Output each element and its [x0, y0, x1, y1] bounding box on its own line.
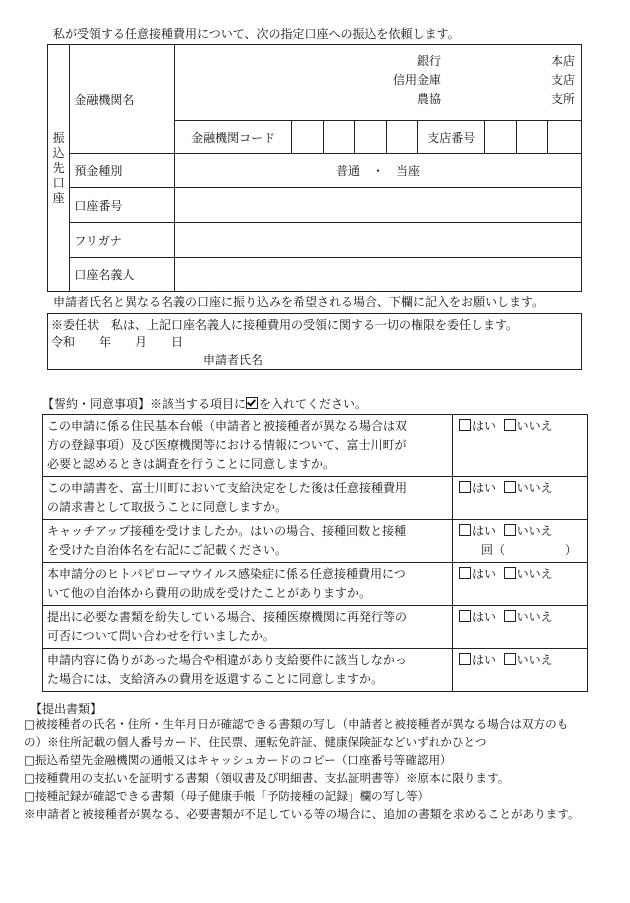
institution-code-digit-1[interactable]: [292, 121, 324, 154]
transfer-account-section-label: 振 込 先 口 座: [48, 45, 70, 292]
no-checkbox[interactable]: [504, 567, 516, 579]
institution-code-digit-4[interactable]: [386, 121, 418, 154]
document-item: □被接種者の氏名・住所・生年月日が確認できる書類の写し（申請者と被接種者が異なる場合は双方のも: [24, 717, 569, 731]
yes-checkbox[interactable]: [459, 481, 471, 493]
no-checkbox[interactable]: [504, 610, 516, 622]
document-item: □接種費用の支払いを証明する書類（領収書及び明細書、支払証明書等）※原本に限ります。: [24, 771, 510, 785]
account-number-field[interactable]: [175, 188, 582, 223]
yes-checkbox[interactable]: [459, 419, 471, 431]
pledge-question: キャッチアップ接種を受けましたか。はいの場合、接種回数と接種 を受けた自治体名を右記にご記載ください。: [43, 520, 453, 563]
vaccination-count-field[interactable]: 回（ ）: [481, 543, 578, 557]
institution-code-label: 金融機関コード: [175, 121, 292, 154]
account-number-label: 口座番号: [70, 188, 175, 223]
pledge-question: 提出に必要な書類を紛失している場合、接種医療機関に再発行等の 可否について問い合わせを行いましたか。: [43, 606, 453, 649]
document-item: □振込希望先金融機関の通帳又はキャッシュカードのコピー（口座番号等確認用）: [24, 753, 452, 767]
pledge-row-3: キャッチアップ接種を受けましたか。はいの場合、接種回数と接種 を受けた自治体名を右記にご記載ください。 はい いいえ 回（ ）: [43, 520, 588, 563]
no-checkbox[interactable]: [504, 524, 516, 536]
pledge-question: 申請内容に偽りがあった場合や相違があり支給要件に該当しなかっ た場合には、支給済みの費用を返還することに同意しますか。: [43, 649, 453, 692]
yes-checkbox[interactable]: [459, 610, 471, 622]
pledge-question: この申請書を、富士川町において支給決定をした後は任意接種費用 の請求書として取扱うことに同意しますか。: [43, 477, 453, 520]
document-item: □接種記録が確認できる書類（母子健康手帳「予防接種の記録」欄の写し等）: [24, 789, 430, 803]
deposit-type-field[interactable]: 普通 ・ 当座: [175, 154, 582, 188]
institution-name-label: 金融機関名: [70, 45, 175, 154]
branch-number-label: 支店番号: [418, 121, 485, 154]
institution-code-digit-3[interactable]: [355, 121, 387, 154]
no-checkbox[interactable]: [504, 653, 516, 665]
pledge-row-2: この申請書を、富士川町において支給決定をした後は任意接種費用 の請求書として取扱うことに同意しますか。 はい いいえ: [43, 477, 588, 520]
yes-checkbox[interactable]: [459, 567, 471, 579]
branch-number-digit-1[interactable]: [485, 121, 517, 154]
bank-type-bank: 銀行: [416, 54, 441, 68]
bank-type-agri-coop: 農協: [416, 92, 441, 106]
no-checkbox[interactable]: [504, 481, 516, 493]
delegation-statement: ※委任状 私は、上記口座名義人に接種費用の受領に関する一切の権限を委任します。: [51, 318, 519, 332]
delegation-box: [47, 313, 582, 370]
pledge-question: 本申請分のヒトパピローマウイルス感染症に係る任意接種費用につ いて他の自治体から費用の助成を受けたことがありますか。: [43, 563, 453, 606]
institution-code-digit-2[interactable]: [323, 121, 355, 154]
bank-type-credit-union: 信用金庫: [392, 73, 441, 87]
branch-number-digit-3[interactable]: [548, 121, 582, 154]
intro-text: 私が受領する任意接種費用について、次の指定口座への振込を依頼します。: [53, 27, 460, 41]
pledge-table: [42, 414, 588, 692]
documents-heading: 【提出書類】: [30, 702, 103, 716]
document-item-continued: の）※住所記載の個人番号カード、住民票、運転免許証、健康保険証などいずれかひとつ: [24, 735, 487, 749]
institution-name-field[interactable]: [175, 45, 582, 121]
no-checkbox[interactable]: [504, 419, 516, 431]
yes-checkbox[interactable]: [459, 524, 471, 536]
branch-type-sub-branch: 支所: [550, 92, 575, 106]
deposit-type-label: 預金種別: [70, 154, 175, 188]
branch-type-branch: 支店: [550, 73, 575, 87]
account-holder-label: 口座名義人: [70, 258, 175, 292]
furigana-label: フリガナ: [70, 223, 175, 258]
pledge-question: この申請に係る住民基本台帳（申請者と被接種者が異なる場合は双 方の登録事項）及び医療機関等における情報について、富士川町が 必要と認めるときは調査を行うことに同意しますか。: [43, 415, 453, 477]
pledge-row-6: 申請内容に偽りがあった場合や相違があり支給要件に該当しなかっ た場合には、支給済みの費用を返還することに同意しますか。 はい いいえ: [43, 649, 588, 692]
delegation-applicant-name[interactable]: 申請者氏名: [203, 353, 264, 367]
checked-box-icon: [246, 397, 258, 409]
bank-account-table: [47, 44, 582, 292]
pledge-row-4: 本申請分のヒトパピローマウイルス感染症に係る任意接種費用につ いて他の自治体から費用の助成を受けたことがありますか。 はい いいえ: [43, 563, 588, 606]
pledge-heading: 【誓約・同意事項】※該当する項目に を入れてください。: [42, 397, 368, 411]
pledge-row-5: 提出に必要な書類を紛失している場合、接種医療機関に再発行等の 可否について問い合わせを行いましたか。 はい いいえ: [43, 606, 588, 649]
account-holder-field[interactable]: [175, 258, 582, 292]
branch-number-digit-2[interactable]: [516, 121, 548, 154]
furigana-field[interactable]: [175, 223, 582, 258]
branch-type-head-office: 本店: [550, 54, 575, 68]
different-name-note: 申請者氏名と異なる名義の口座に振り込みを希望される場合、下欄に記入をお願いします。: [53, 295, 545, 309]
yes-checkbox[interactable]: [459, 653, 471, 665]
documents-footnote: ※申請者と被接種者が異なる、必要書類が不足している等の場合に、追加の書類を求めることがあります。: [24, 807, 580, 821]
pledge-row-1: この申請に係る住民基本台帳（申請者と被接種者が異なる場合は双 方の登録事項）及び医療機関等における情報について、富士川町が 必要と認めるときは調査を行うことに同意しますか。 はい いいえ: [43, 415, 588, 477]
delegation-date[interactable]: 令和 年 月 日: [51, 335, 184, 349]
